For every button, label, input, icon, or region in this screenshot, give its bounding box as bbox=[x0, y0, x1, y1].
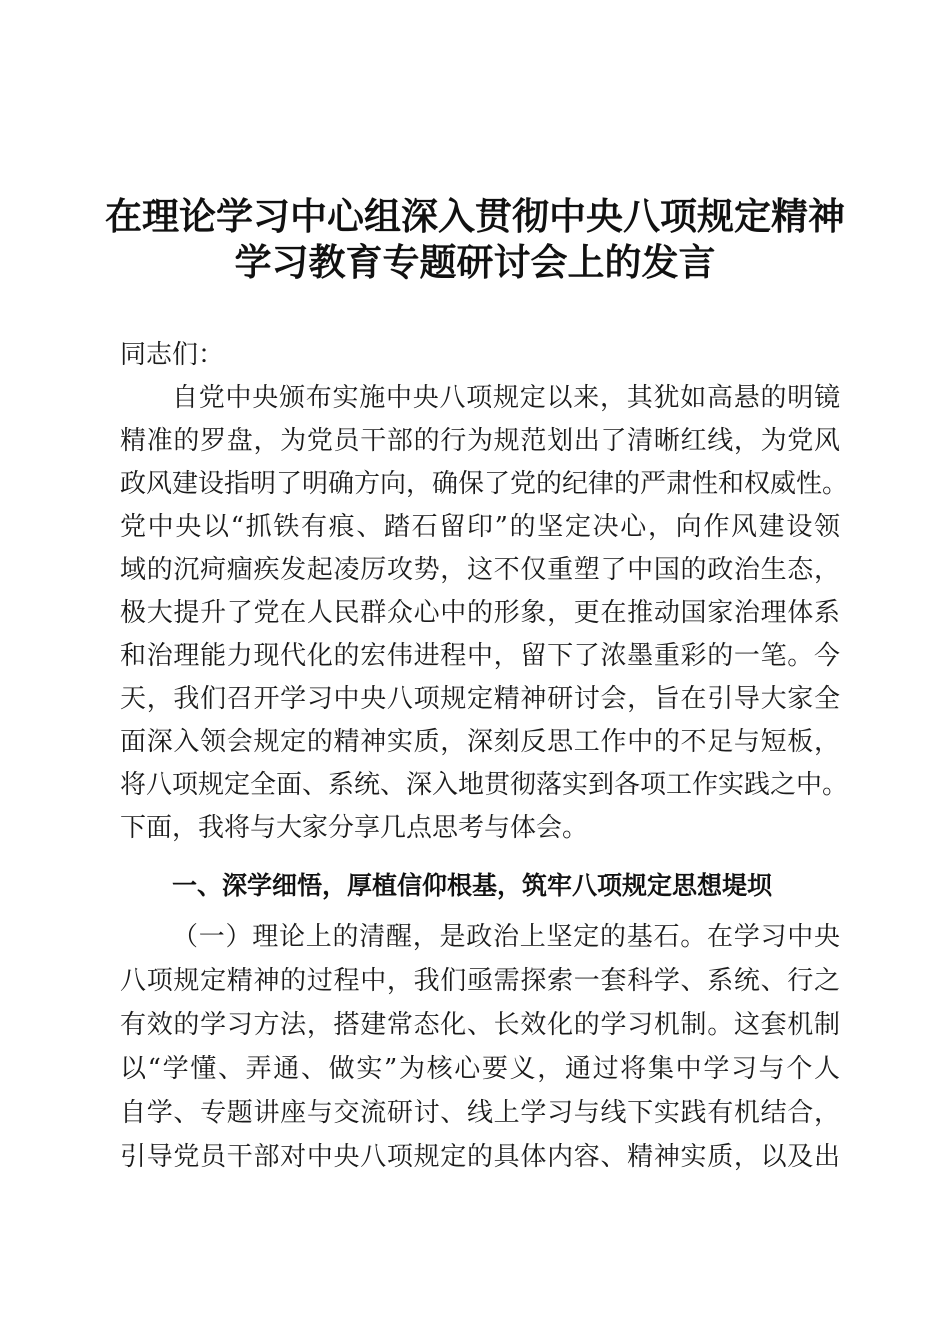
paragraph-line: 将八项规定全面、系统、深入地贯彻落实到各项工作实践之中。 bbox=[120, 770, 849, 800]
document-title-line-2: 学习教育专题研讨会上的发言 bbox=[234, 241, 716, 284]
paragraph-line: 自学、专题讲座与交流研讨、线上学习与线下实践有机结合， bbox=[120, 1098, 840, 1128]
paragraph-line: 下面，我将与大家分享几点思考与体会。 bbox=[120, 813, 589, 843]
paragraph-line: （一）理论上的清醒，是政治上坚定的基石。在学习中央 bbox=[172, 922, 840, 952]
paragraph-line: 精准的罗盘，为党员干部的行为规范划出了清晰红线，为党风 bbox=[120, 426, 840, 456]
section-heading: 一、深学细悟，厚植信仰根基，筑牢八项规定思想堤坝 bbox=[172, 871, 773, 900]
paragraph-line: 天，我们召开学习中央八项规定精神研讨会，旨在引导大家全 bbox=[120, 684, 840, 714]
salutation: 同志们： bbox=[120, 340, 225, 370]
paragraph-line: 政风建设指明了明确方向，确保了党的纪律的严肃性和权威性。 bbox=[120, 469, 849, 499]
paragraph-line: 域的沉疴痼疾发起凌厉攻势，这不仅重塑了中国的政治生态， bbox=[120, 555, 840, 585]
paragraph-line: 八项规定精神的过程中，我们亟需探索一套科学、系统、行之 bbox=[120, 966, 840, 996]
paragraph-line: 自党中央颁布实施中央八项规定以来，其犹如高悬的明镜 bbox=[172, 383, 840, 413]
paragraph-line: 极大提升了党在人民群众心中的形象，更在推动国家治理体系 bbox=[120, 598, 840, 628]
document-title-line-1: 在理论学习中心组深入贯彻中央八项规定精神 bbox=[105, 195, 845, 238]
paragraph-line: 党中央以“抓铁有痕、踏石留印”的坚定决心，向作风建设领 bbox=[120, 512, 840, 542]
paragraph-line: 面深入领会规定的精神实质，深刻反思工作中的不足与短板， bbox=[120, 727, 840, 757]
paragraph-line: 有效的学习方法，搭建常态化、长效化的学习机制。这套机制 bbox=[120, 1010, 840, 1040]
paragraph-line: 引导党员干部对中央八项规定的具体内容、精神实质，以及出 bbox=[120, 1142, 840, 1172]
paragraph-line: 以“学懂、弄通、做实”为核心要义，通过将集中学习与个人 bbox=[120, 1054, 840, 1084]
paragraph-line: 和治理能力现代化的宏伟进程中，留下了浓墨重彩的一笔。今 bbox=[120, 641, 840, 671]
